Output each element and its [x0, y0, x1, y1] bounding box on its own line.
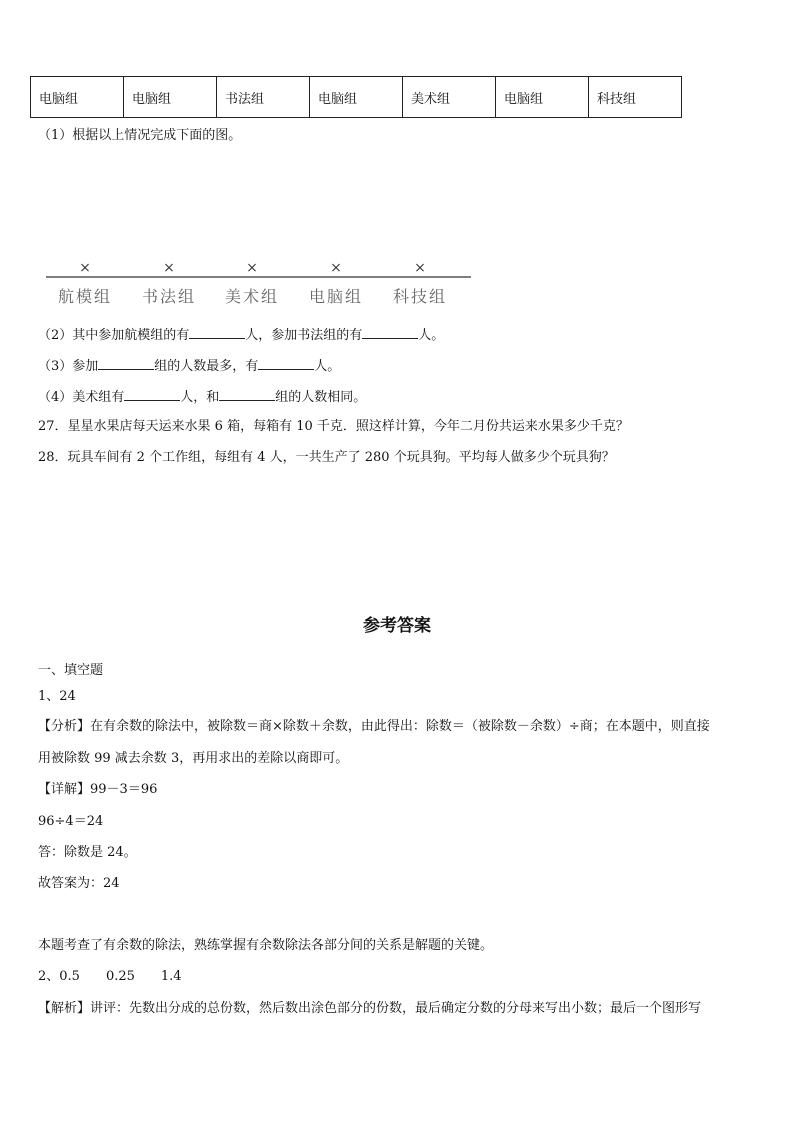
question-1: （1）根据以上情况完成下面的图。 — [38, 128, 242, 143]
question-3: （3）参加 组的人数最多，有 人。 — [38, 356, 340, 375]
axis-marker: × — [79, 260, 91, 276]
axis-label: 书法组 — [141, 287, 197, 306]
question-4: （4）美术组有 人，和 组的人数相同。 — [38, 387, 366, 406]
table-cell: 书法组 — [217, 77, 310, 118]
axis-label: 科技组 — [392, 287, 448, 306]
axis-marker: × — [246, 260, 258, 276]
analysis-1-continued: 用被除数 99 减去余数 3，再用求出的差除以商即可。 — [38, 751, 349, 766]
table-cell: 科技组 — [589, 77, 682, 118]
table-cell: 美术组 — [403, 77, 496, 118]
question-27: 27．星星水果店每天运来水果 6 箱，每箱有 10 千克．照这样计算，今年二月份共运来水果多少千克？ — [38, 419, 629, 434]
axis-label: 美术组 — [224, 287, 280, 306]
axis-marker: × — [330, 260, 342, 276]
group-table — [30, 76, 682, 118]
analysis-1: 【分析】在有余数的除法中，被除数＝商×除数＋余数，由此得出：除数＝（被除数－余数）÷商；在本题中，则直接 — [38, 719, 710, 734]
axis-label: 电脑组 — [308, 287, 364, 306]
axis-marker: × — [414, 260, 426, 276]
analysis-2: 【解析】讲评：先数出分成的总份数，然后数出涂色部分的份数，最后确定分数的分母来写出小数；最后一个图形写 — [38, 1001, 702, 1016]
table-cell: 电脑组 — [496, 77, 589, 118]
answer-blank[interactable] — [98, 356, 154, 370]
answer-statement: 答：除数是 24。 — [38, 845, 137, 860]
table-cell: 电脑组 — [124, 77, 217, 118]
tally-axis — [46, 260, 476, 310]
axis-marker: × — [163, 260, 175, 276]
answer-blank[interactable] — [124, 387, 180, 401]
table-row — [31, 77, 682, 118]
comment: 本题考查了有余数的除法，熟练掌握有余数除法各部分间的关系是解题的关键。 — [38, 938, 494, 953]
answer-blank[interactable] — [219, 387, 275, 401]
section-heading: 一、填空题 — [38, 663, 104, 678]
calculation: 96÷4＝24 — [38, 814, 104, 829]
answer-blank[interactable] — [362, 325, 418, 339]
answer-2: 2、0.5 0.25 1.4 — [38, 969, 182, 984]
answer-1: 1、24 — [38, 689, 76, 704]
answers-title: 参考答案 — [363, 616, 431, 636]
question-2: （2）其中参加航模组的有 人，参加书法组的有 人。 — [38, 325, 444, 344]
detail-1: 【详解】99－3＝96 — [38, 782, 158, 797]
table-cell: 电脑组 — [31, 77, 124, 118]
axis-label: 航模组 — [57, 287, 113, 306]
question-28: 28．玩具车间有 2 个工作组，每组有 4 人，一共生产了 280 个玩具狗。平均每人做多少个玩具狗？ — [38, 450, 615, 465]
table-cell: 电脑组 — [310, 77, 403, 118]
answer-blank[interactable] — [189, 325, 245, 339]
final-answer: 故答案为：24 — [38, 876, 120, 891]
answer-blank[interactable] — [258, 356, 314, 370]
